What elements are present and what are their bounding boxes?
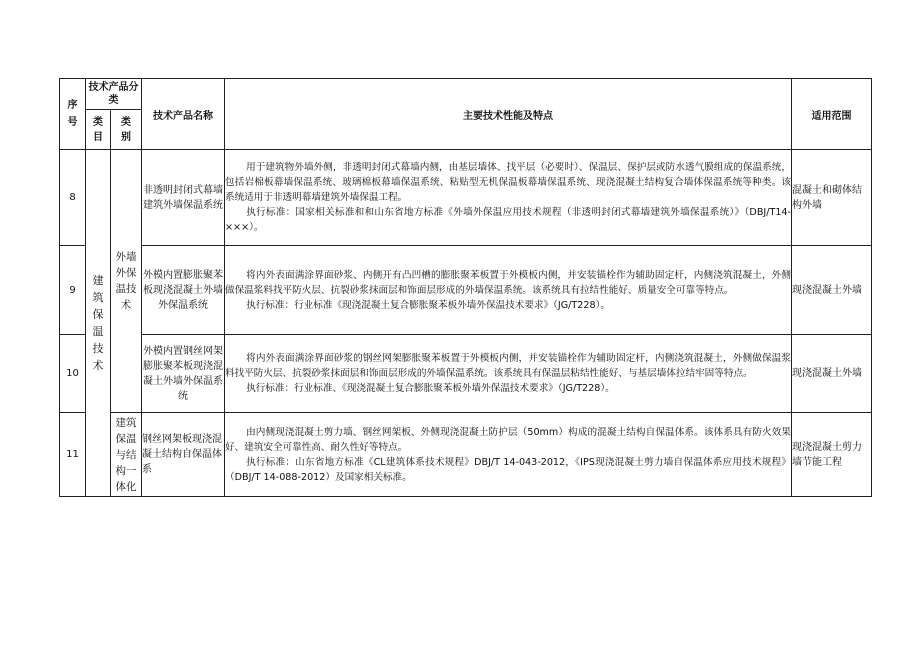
header-row bbox=[60, 79, 872, 110]
description-paragraph: 用于建筑物外墙外侧，非透明封闭式幕墙内侧，由基层墙体、找平层（必要时）、保温层、保护层或防水透气膜组成的保温系统，包括岩棉板幕墙保温系统、玻璃棉板幕墙保温系统、粘贴型无机保温板幕墙保温系统、现浇混凝土结构复合墙体保温系统等种类。该系统适用于非透明幕墙建筑外墙保温工程。 bbox=[225, 162, 791, 203]
table-row bbox=[60, 413, 872, 497]
technology-table bbox=[59, 78, 872, 497]
description-paragraph: 将内外表面满涂界面砂浆的钢丝网架膨胀聚苯板置于外模板内侧，并安装锚栓作为辅助固定杆，内侧浇筑混凝土，外侧做保温浆料找平防火层、抗裂砂浆抹面层和饰面层形成的外墙保温系统。该系统具有保温层粘结性能好、与基层墙体拉结牢固等特点。 bbox=[225, 353, 791, 379]
product-description bbox=[225, 246, 792, 335]
description-paragraph: 将内外表面满涂界面砂浆、内侧开有凸凹槽的膨胀聚苯板置于外模板内侧，并安装锚栓作为辅助固定杆，内侧浇筑混凝土，外侧做保温浆料找平防火层、抗裂砂浆抹面层和饰面层形成的外墙保温系统。该系统具有拉结性能好、质量安全可靠等特点。 bbox=[225, 269, 791, 296]
product-description bbox=[225, 335, 792, 413]
minor-category-cell bbox=[111, 150, 142, 413]
product-name: 外模内置钢丝网架膨胀聚苯板现浇混凝土外墙外保温系统 bbox=[142, 335, 225, 413]
header-features: 主要技术性能及特点 bbox=[225, 79, 792, 150]
product-description bbox=[225, 150, 792, 246]
table-row bbox=[60, 150, 872, 246]
scope-cell: 现浇混凝土外墙 bbox=[792, 246, 872, 335]
row-seq: 10 bbox=[60, 335, 86, 413]
scope-cell: 混凝土和砌体结构外墙 bbox=[792, 150, 872, 246]
minor-category-cell bbox=[111, 413, 142, 497]
standard-paragraph: 执行标准：行业标准《现浇混凝土复合膨胀聚苯板外墙外保温技术要求》（JG/T228）。 bbox=[246, 299, 610, 311]
scope-cell: 现浇混凝土剪力墙节能工程 bbox=[792, 413, 872, 497]
minor-category-label: 外墙外保温技术 bbox=[115, 251, 137, 311]
header-seq: 序号 bbox=[60, 79, 86, 150]
table-row bbox=[60, 246, 872, 335]
row-seq: 9 bbox=[60, 246, 86, 335]
product-name: 钢丝网架板现浇混凝土结构自保温体系 bbox=[142, 413, 225, 497]
description-paragraph: 由内侧现浇混凝土剪力墙、钢丝网架板、外侧现浇混凝土防护层（50mm）构成的混凝土结构自保温体系。该体系具有防火效果好、建筑安全可靠性高、耐久性好等特点。 bbox=[225, 426, 791, 453]
header-category-major: 类目 bbox=[86, 110, 111, 150]
major-category-label: 建筑保温技术 bbox=[92, 274, 104, 372]
header-category-group: 技术产品分类 bbox=[86, 79, 142, 110]
minor-category-label: 建筑保温与结构一体化 bbox=[115, 416, 137, 493]
standard-paragraph: 执行标准：山东省地方标准《CL建筑体系技术规程》DBJ/T 14-043-2012，《IPS现浇混凝土剪力墙自保温体系应用技术规程》（DBJ/T 14-088-2012）及国家相关标准。 bbox=[225, 456, 791, 483]
product-name: 非透明封闭式幕墙建筑外墙保温系统 bbox=[142, 150, 225, 246]
row-seq: 11 bbox=[60, 413, 86, 497]
scope-cell: 现浇混凝土外墙 bbox=[792, 335, 872, 413]
product-description bbox=[225, 413, 792, 497]
header-product-name: 技术产品名称 bbox=[142, 79, 225, 150]
major-category-cell bbox=[86, 150, 111, 497]
standard-paragraph: 执行标准：行业标准、《现浇混凝土复合膨胀聚苯板外墙外保温技术要求》（JG/T228）。 bbox=[246, 383, 615, 394]
header-scope: 适用范围 bbox=[792, 79, 872, 150]
header-category-minor: 类别 bbox=[111, 110, 142, 150]
table-row bbox=[60, 335, 872, 413]
row-seq: 8 bbox=[60, 150, 86, 246]
standard-paragraph: 执行标准：国家相关标准和和山东省地方标准《外墙外保温应用技术规程（非透明封闭式幕墙建筑外墙保温系统）》（DBJ/T14-×××）。 bbox=[225, 207, 791, 233]
product-name: 外模内置膨胀聚苯板现浇混凝土外墙外保温系统 bbox=[142, 246, 225, 335]
